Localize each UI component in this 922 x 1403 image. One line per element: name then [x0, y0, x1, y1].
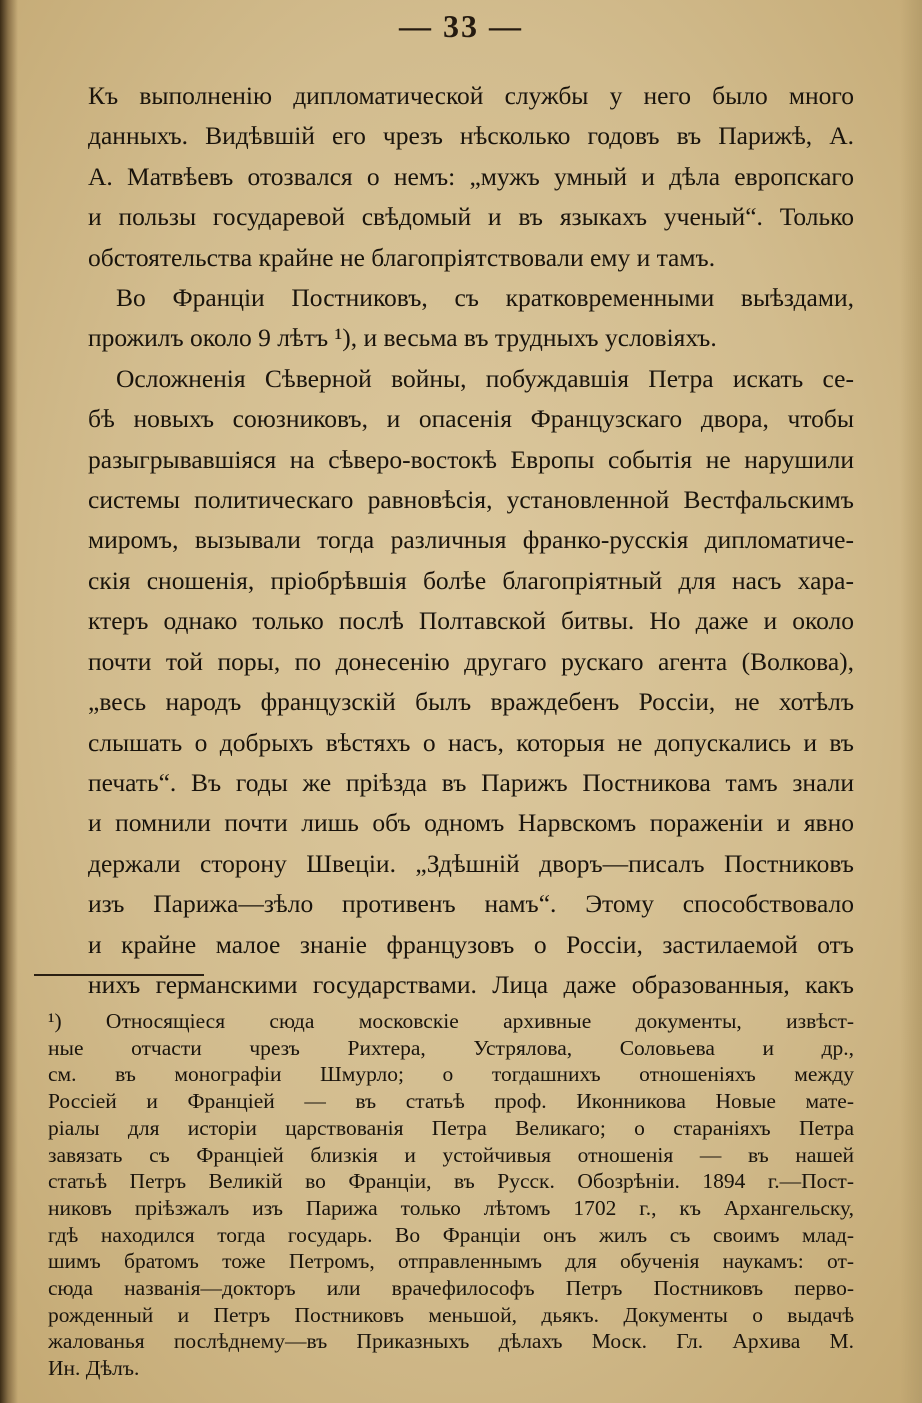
body-line: Во Франціи Постниковъ, съ кратковременными выѣздами, — [116, 283, 854, 313]
body-line: почти той поры, по донесенію другаго рускаго агента (Волкова), — [88, 646, 854, 676]
body-line: слышать о добрыхъ вѣстяхъ о насъ, которыя не допускались и въ — [88, 727, 854, 757]
body-line: миромъ, вызывали тогда различныя франко-русскія дипломатиче- — [88, 525, 854, 555]
body-line: данныхъ. Видѣвшій его чрезъ нѣсколько годовъ въ Парижѣ, А. — [88, 121, 854, 151]
body-line: печать“. Въ годы же пріѣзда въ Парижъ Постникова тамъ знали — [88, 767, 854, 797]
footnote-line: рожденный и Петръ Постниковъ меньшой, дьякъ. Документы о выдачѣ — [48, 1302, 854, 1327]
body-line: скія сношенія, пріобрѣвшія болѣе благопріятный для насъ хара- — [88, 565, 854, 595]
body-line: Осложненія Сѣверной войны, побуждавшія Петра искать се- — [116, 363, 854, 393]
footnote-line: Ин. Дѣлъ. — [48, 1356, 140, 1381]
page-number: — 33 — — [399, 8, 523, 44]
body-line: системы политическаго равновѣсія, установленной Вестфальскимъ — [88, 485, 854, 515]
body-line: разыгрывавшіяся на сѣверо-востокѣ Европы событія не нарушили — [88, 444, 854, 474]
footnote-line: Россіей и Франціей — въ статьѣ проф. Иконникова Новые мате- — [48, 1089, 854, 1114]
footnote-line: гдѣ находился тогда государь. Во Франціи онъ жилъ съ своимъ млад- — [48, 1222, 854, 1247]
body-line: и пользы государевой свѣдомый и въ языкахъ ученый“. Только — [88, 202, 854, 232]
footnote-line: шимъ братомъ тоже Петромъ, отправленнымъ для обученія наукамъ: от- — [48, 1249, 854, 1274]
body-line: и крайне малое знаніе французовъ о Россіи, застилаемой отъ — [88, 929, 854, 959]
body-line: прожилъ около 9 лѣтъ ¹), и весьма въ трудныхъ условіяхъ. — [88, 323, 717, 353]
footnote-line: никовъ пріѣзжалъ изъ Парижа только лѣтомъ 1702 г., къ Архангельску, — [48, 1195, 854, 1220]
body-line: обстоятельства крайне не благопріятствовали ему и тамъ. — [88, 242, 716, 272]
body-line: бѣ новыхъ союзниковъ, и опасенія Французскаго двора, чтобы — [88, 404, 854, 434]
body-line: изъ Парижа—зѣло противенъ намъ“. Этому способствовало — [88, 889, 854, 919]
body-line: А. Матвѣевъ отозвался о немъ: „мужъ умный и дѣла европскаго — [88, 161, 854, 191]
footnote-line: ріалы для исторіи царствованія Петра Великаго; о стараніяхъ Петра — [48, 1115, 854, 1140]
body-line: и помнили почти лишь объ одномъ Нарвскомъ пораженіи и явно — [88, 808, 854, 838]
footnote-line: см. въ монографіи Шмурло; о тогдашнихъ отношеніяхъ между — [48, 1062, 854, 1087]
footnote-line: ные отчасти чрезъ Рихтера, Устрялова, Соловьева и др., — [48, 1035, 854, 1060]
footnote-divider — [34, 974, 204, 976]
body-line: „весь народъ французскій былъ враждебенъ Россіи, не хотѣлъ — [88, 687, 854, 717]
footnote-line: завязать съ Франціей близкія и устойчивыя отношенія — въ нашей — [48, 1142, 854, 1167]
footnote-line: ¹) Относящіеся сюда московскіе архивные документы, извѣст- — [48, 1009, 854, 1033]
main-text — [88, 76, 854, 1005]
footnote-line: сюда названія—докторъ или врачефилософъ Петръ Постниковъ перво- — [48, 1276, 854, 1301]
footnote-line: жалованья послѣднему—въ Приказныхъ дѣлахъ Моск. Гл. Архива М. — [48, 1329, 854, 1354]
body-line: держали сторону Швеціи. „Здѣшній дворъ—писалъ Постниковъ — [88, 848, 854, 878]
footnote-line: статьѣ Петръ Великій во Франціи, въ Русск. Обозрѣніи. 1894 г.—Пост- — [48, 1169, 854, 1194]
body-line: нихъ германскими государствами. Лица даже образованныя, какъ — [88, 969, 854, 999]
body-line: ктеръ однако только послѣ Полтавской битвы. Но даже и около — [88, 606, 854, 636]
footnotes — [48, 1008, 854, 1382]
body-line: Къ выполненію дипломатической службы у него было много — [88, 81, 854, 110]
